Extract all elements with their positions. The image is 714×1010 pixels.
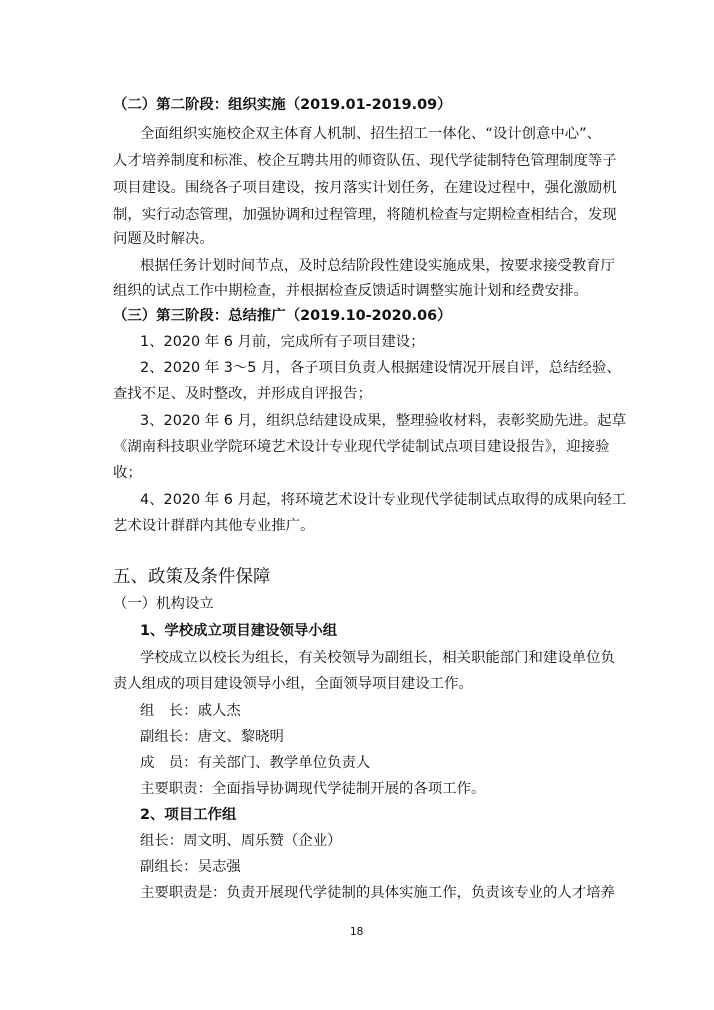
stage3-item3-line: 《湖南科技职业学院环境艺术设计专业现代学徒制试点项目建设报告》，迎接验 [113,439,610,455]
stage3-item3-line: 3、2020 年 6 月，组织总结建设成果，整理验收材料，表彰奖励先进。起草 [140,413,626,429]
group2-leader: 组长：周文明、周乐赞（企业） [140,833,342,849]
group1-leader: 组 长：戚人杰 [140,703,241,719]
stage2-para1-line: 问题及时解决。 [113,231,214,247]
stage3-item4-line: 4、2020 年 6 月起，将环境艺术设计专业现代学徒制试点取得的成果向轻工 [140,492,626,508]
group1-desc-line: 责人组成的项目建设领导小组，全面领导项目建设工作。 [113,676,473,692]
stage3-item1: 1、2020 年 6 月前，完成所有子项目建设； [140,334,425,350]
group2-vice: 副组长：吴志强 [140,859,241,875]
stage3-item4-line: 艺术设计群群内其他专业推广。 [113,518,315,534]
stage3-item3-line: 收； [113,465,142,481]
stage2-para1-line: 项目建设。围绕各子项目建设，按月落实计划任务，在建设过程中，强化激励机 [113,180,617,196]
section5-sub1: （一）机构设立 [113,596,214,612]
page-number: 18 [350,926,364,938]
group2-duty: 主要职责是：负责开展现代学徒制的具体实施工作，负责该专业的人才培养 [140,885,615,901]
stage2-para1-line: 制，实行动态管理，加强协调和过程管理，将随机检查与定期检查相结合，发现 [113,207,617,223]
stage2-heading: （二）第二阶段：组织实施（2019.01-2019.09） [113,97,452,113]
stage3-item2-line: 查找不足、及时整改，并形成自评报告； [113,386,373,402]
section5-heading: 五、政策及条件保障 [113,567,271,587]
group1-desc-line: 学校成立以校长为组长，有关校领导为副组长，相关职能部门和建设单位负 [140,650,615,666]
group1-duty: 主要职责：全面指导协调现代学徒制开展的各项工作。 [140,781,486,797]
stage2-para2-line: 根据任务计划时间节点，及时总结阶段性建设实施成果，按要求接受教育厅 [140,258,615,274]
stage3-item2-line: 2、2020 年 3～5 月，各子项目负责人根据建设情况开展自评，总结经验、 [140,360,621,376]
group1-vice: 副组长：唐文、黎晓明 [140,729,284,745]
stage3-heading: （三）第三阶段：总结推广（2019.10-2020.06） [113,308,452,324]
group1-members: 成 员：有关部门、教学单位负责人 [140,755,371,771]
group1-title: 1、学校成立项目建设领导小组 [140,623,338,639]
stage2-para1-line: 人才培养制度和标准、校企互聘共用的师资队伍、现代学徒制特色管理制度等子 [113,153,617,169]
stage2-para2-line: 组织的试点工作中期检查，并根据检查反馈适时调整实施计划和经费安排。 [113,283,588,299]
group2-title: 2、项目工作组 [140,807,237,823]
stage2-para1-line: 全面组织实施校企双主体育人机制、招生招工一体化、“设计创意中心”、 [140,126,602,142]
